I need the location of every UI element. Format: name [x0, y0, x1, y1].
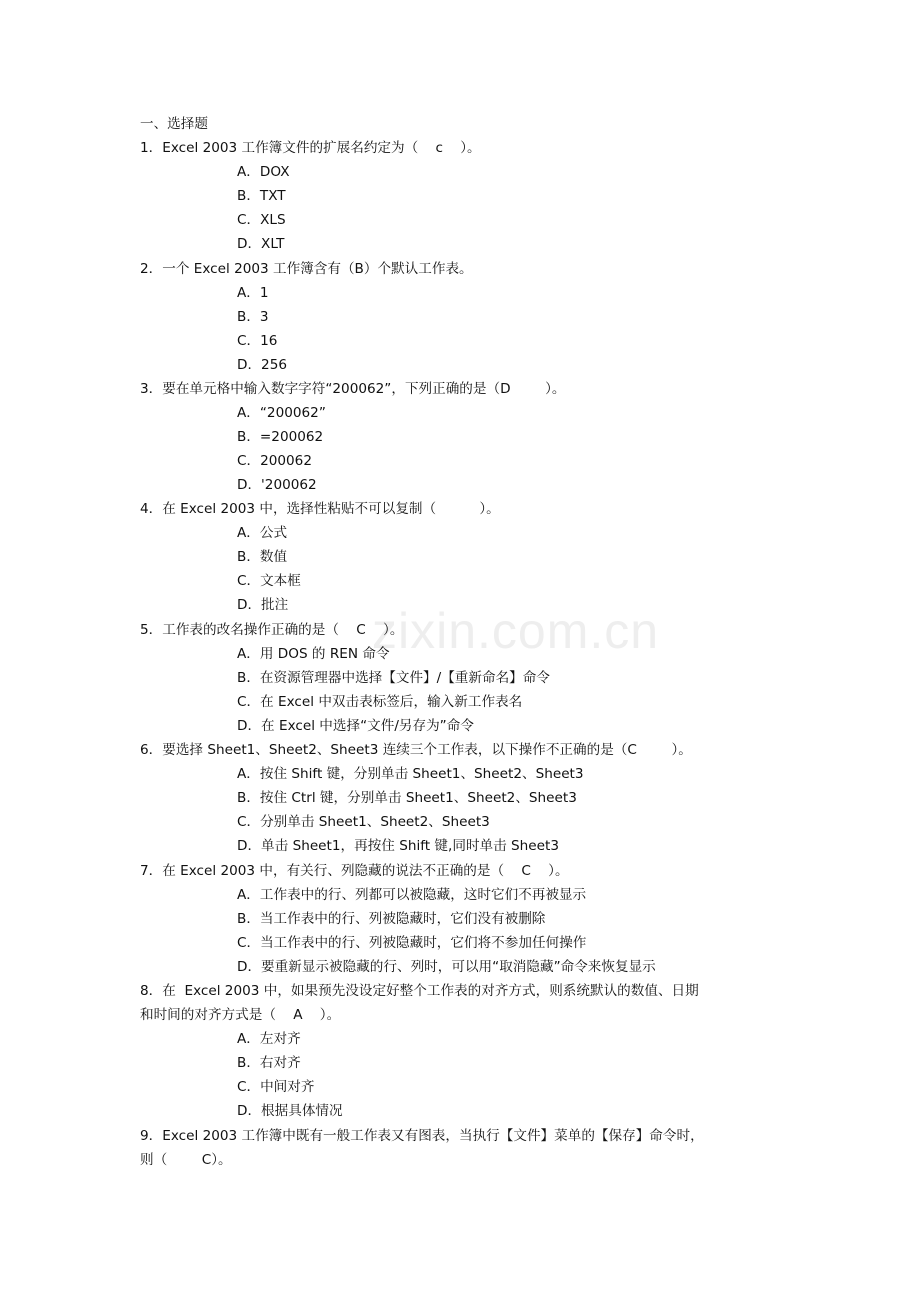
- question-5-option-a: A．用 DOS 的 REN 命令: [237, 646, 390, 662]
- question-1-stem: 1．Excel 2003 工作簿文件的扩展名约定为（ c ）。: [140, 140, 481, 156]
- question-8-option-c: C．中间对齐: [237, 1079, 315, 1095]
- question-3-stem: 3．要在单元格中输入数字字符“200062”，下列正确的是（D ）。: [140, 381, 566, 397]
- question-2-option-b: B．3: [237, 309, 269, 325]
- question-1-option-d: D．XLT: [237, 236, 285, 252]
- question-7-option-b: B．当工作表中的行、列被隐藏时，它们没有被删除: [237, 911, 546, 927]
- question-4-option-c: C．文本框: [237, 573, 301, 589]
- watermark: zixin.com.cn: [372, 603, 660, 659]
- question-5-option-c: C．在 Excel 中双击表标签后，输入新工作表名: [237, 694, 523, 710]
- question-4-option-b: B．数值: [237, 549, 288, 565]
- question-7-option-c: C．当工作表中的行、列被隐藏时，它们将不参加任何操作: [237, 935, 587, 951]
- question-7-option-d: D．要重新显示被隐藏的行、列时，可以用“取消隐藏”命令来恢复显示: [237, 959, 656, 975]
- question-4-option-a: A．公式: [237, 525, 288, 541]
- question-8-option-b: B．右对齐: [237, 1055, 301, 1071]
- question-9-stem: 9．Excel 2003 工作簿中既有一般工作表又有图表，当执行【文件】菜单的【保存】命令时，: [140, 1128, 704, 1144]
- question-7-option-a: A．工作表中的行、列都可以被隐藏，这时它们不再被显示: [237, 887, 587, 903]
- question-2-option-a: A．1: [237, 285, 269, 301]
- question-8-option-d: D．根据具体情况: [237, 1103, 343, 1119]
- question-7-stem: 7．在 Excel 2003 中，有关行、列隐藏的说法不正确的是（ C ）。: [140, 863, 569, 879]
- question-2-option-c: C．16: [237, 333, 278, 349]
- question-6-stem: 6．要选择 Sheet1、Sheet2、Sheet3 连续三个工作表，以下操作不正确的是（C ）。: [140, 742, 692, 758]
- question-1-option-b: B．TXT: [237, 188, 286, 204]
- question-6-option-d: D．单击 Sheet1，再按住 Shift 键,同时单击 Sheet3: [237, 838, 559, 854]
- section-title: 一、选择题: [140, 116, 208, 132]
- question-4-stem: 4．在 Excel 2003 中，选择性粘贴不可以复制（ ）。: [140, 501, 500, 517]
- question-4-option-d: D．批注: [237, 597, 289, 613]
- question-8-option-a: A．左对齐: [237, 1031, 301, 1047]
- question-1-option-c: C．XLS: [237, 212, 286, 228]
- question-3-option-d: D．'200062: [237, 477, 317, 493]
- question-5-stem: 5．工作表的改名操作正确的是（ C ）。: [140, 622, 404, 638]
- question-1-option-a: A．DOX: [237, 164, 290, 180]
- question-3-option-b: B．=200062: [237, 429, 324, 445]
- question-6-option-c: C．分别单击 Sheet1、Sheet2、Sheet3: [237, 814, 490, 830]
- question-3-option-a: A．“200062”: [237, 405, 326, 421]
- question-5-option-d: D．在 Excel 中选择“文件/另存为”命令: [237, 718, 474, 734]
- question-5-option-b: B．在资源管理器中选择【文件】/【重新命名】命令: [237, 670, 550, 686]
- question-9-stem-continued: 则（ C）。: [140, 1152, 232, 1168]
- question-3-option-c: C．200062: [237, 453, 312, 469]
- question-8-stem-continued: 和时间的对齐方式是（ A ）。: [140, 1007, 341, 1023]
- question-2-option-d: D．256: [237, 357, 288, 373]
- question-2-stem: 2．一个 Excel 2003 工作簿含有（B）个默认工作表。: [140, 261, 473, 277]
- question-8-stem: 8．在 Excel 2003 中，如果预先没设定好整个工作表的对齐方式，则系统默认的数值、日期: [140, 983, 699, 999]
- question-6-option-b: B．按住 Ctrl 键，分别单击 Sheet1、Sheet2、Sheet3: [237, 790, 577, 806]
- question-6-option-a: A．按住 Shift 键，分别单击 Sheet1、Sheet2、Sheet3: [237, 766, 584, 782]
